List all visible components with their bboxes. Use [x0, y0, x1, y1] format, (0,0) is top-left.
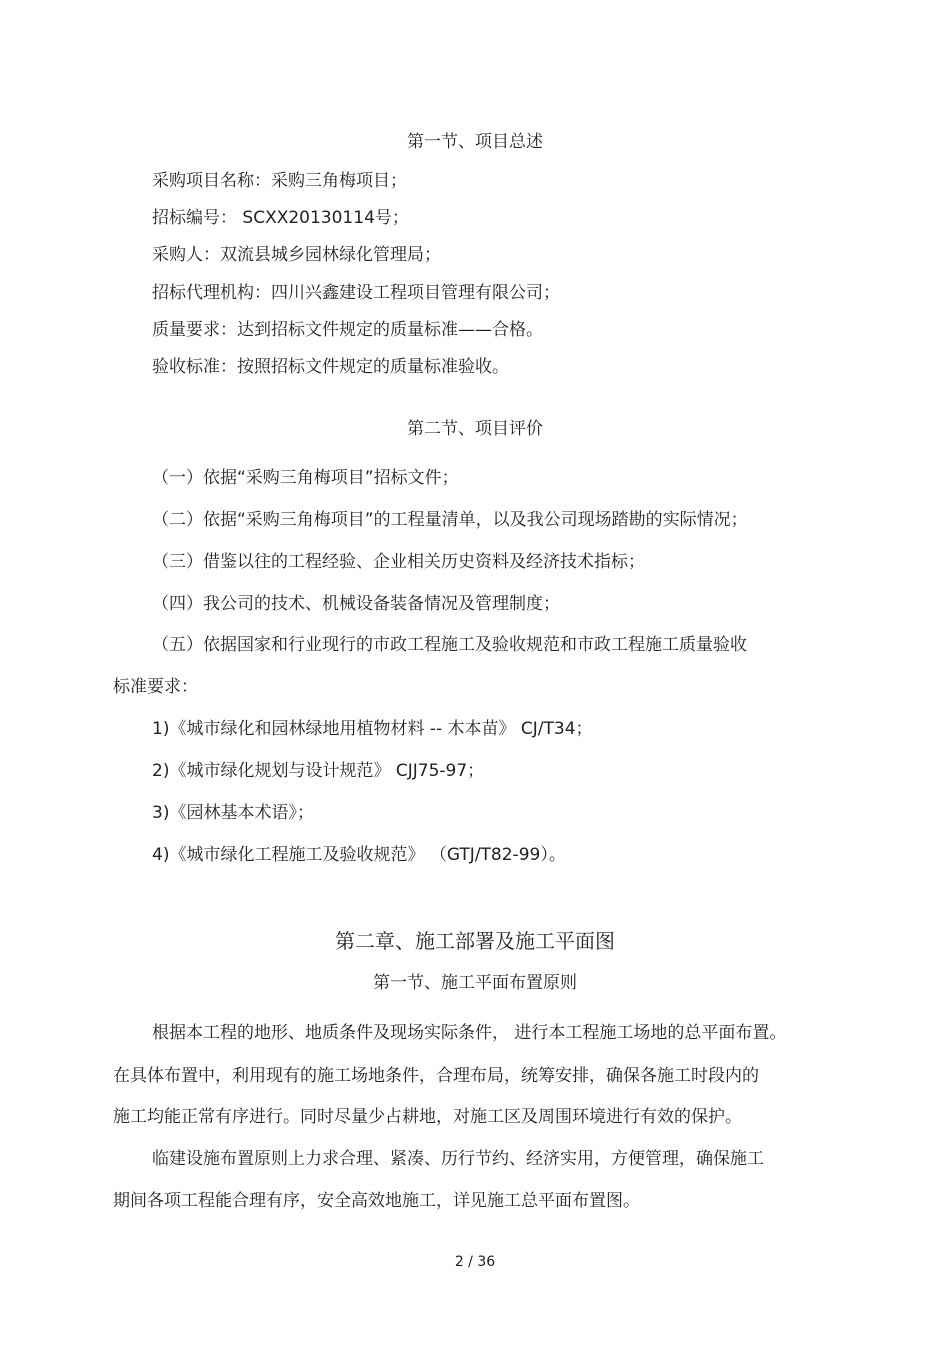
paragraph1-line-1: 根据本工程的地形、地质条件及现场实际条件， 进行本工程施工场地的总平面布置。: [152, 1023, 787, 1043]
tender-number: 招标编号： SCXX20130114号；: [152, 208, 409, 228]
section1-heading: 第一节、项目总述: [407, 132, 543, 152]
basis-item-5-continuation: 标准要求：: [113, 677, 198, 697]
chapter2-title: 第二章、施工部署及施工平面图: [335, 929, 615, 953]
page-number: 2 / 36: [454, 1254, 496, 1270]
purchaser: 采购人：双流县城乡园林绿化管理局；: [152, 245, 441, 265]
section2-heading: 第二节、项目评价: [407, 419, 543, 439]
standard-item-4: 4)《城市绿化工程施工及验收规范》 （GTJ/T82-99）。: [152, 845, 566, 865]
paragraph2-line-2: 期间各项工程能合理有序，安全高效地施工，详见施工总平面布置图。: [113, 1191, 640, 1211]
basis-item-3: （三）借鉴以往的工程经验、企业相关历史资料及经济技术指标；: [152, 552, 645, 572]
quality-requirement: 质量要求：达到招标文件规定的质量标准——合格。: [152, 320, 543, 340]
standard-item-1: 1)《城市绿化和园林绿地用植物材料 -- 木本苗》 CJ/T34；: [152, 719, 593, 739]
procurement-project-name: 采购项目名称：采购三角梅项目；: [152, 171, 407, 191]
basis-item-1: （一）依据“采购三角梅项目”招标文件；: [152, 468, 459, 488]
tender-agency: 招标代理机构：四川兴鑫建设工程项目管理有限公司；: [152, 283, 560, 303]
basis-item-4: （四）我公司的技术、机械设备装备情况及管理制度；: [152, 594, 560, 614]
paragraph1-line-2: 在具体布置中，利用现有的施工场地条件，合理布局，统筹安排，确保各施工时段内的: [113, 1066, 759, 1086]
standard-item-3: 3)《园林基本术语》；: [152, 803, 314, 823]
paragraph1-line-3: 施工均能正常有序进行。同时尽量少占耕地，对施工区及周围环境进行有效的保护。: [113, 1107, 742, 1127]
basis-item-2: （二）依据“采购三角梅项目”的工程量清单，以及我公司现场踏勘的实际情况；: [152, 510, 748, 530]
acceptance-standard: 验收标准：按照招标文件规定的质量标准验收。: [152, 357, 509, 377]
basis-item-5: （五）依据国家和行业现行的市政工程施工及验收规范和市政工程施工质量验收: [152, 635, 747, 655]
standard-item-2: 2)《城市绿化规划与设计规范》 CJJ75-97；: [152, 761, 485, 781]
chapter2-section1-heading: 第一节、施工平面布置原则: [373, 973, 577, 993]
paragraph2-line-1: 临建设施布置原则上力求合理、紧凑、历行节约、经济实用，方便管理，确保施工: [152, 1149, 764, 1169]
